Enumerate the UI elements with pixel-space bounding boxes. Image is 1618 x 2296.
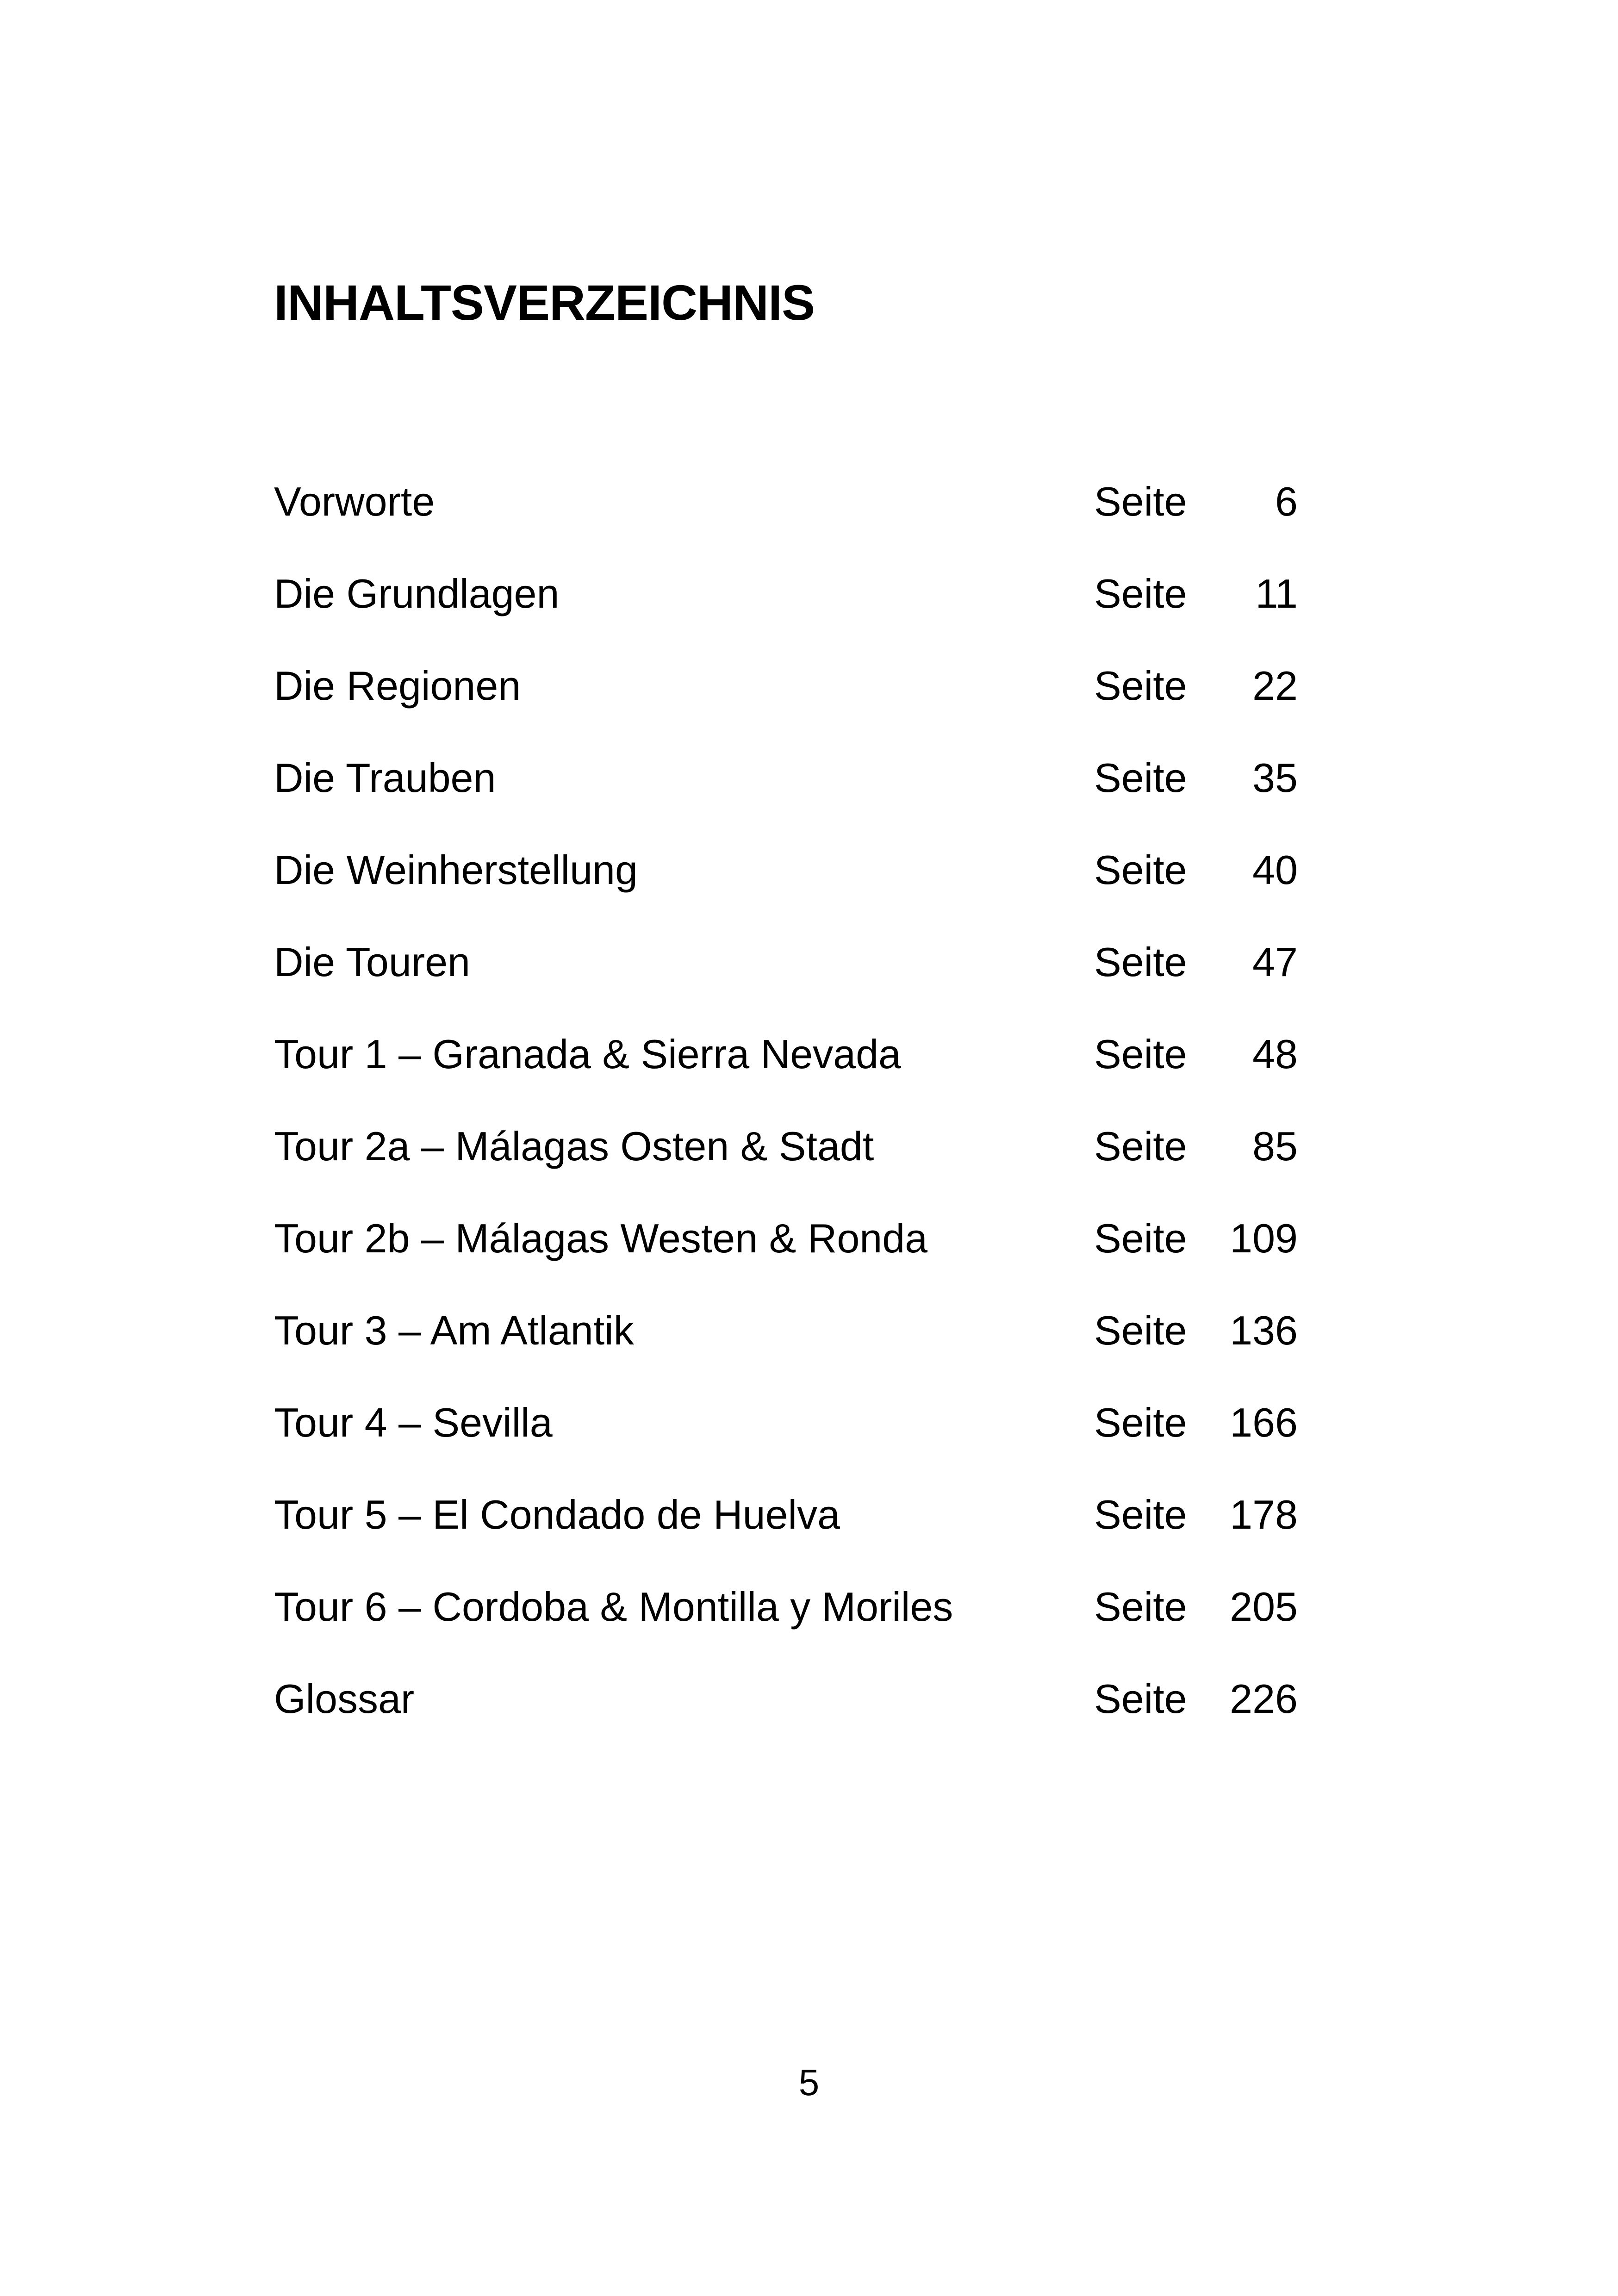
toc-page-number: 22 bbox=[1252, 663, 1298, 709]
toc-page-number: 48 bbox=[1252, 1031, 1298, 1077]
toc-entry bbox=[274, 1676, 1298, 1771]
toc-page-label: Seite bbox=[1094, 939, 1187, 985]
toc-page-number: 166 bbox=[1230, 1400, 1298, 1445]
toc-entry-title: Tour 2b – Málagas Westen & Ronda bbox=[274, 1215, 928, 1261]
toc-page-number: 47 bbox=[1252, 939, 1298, 985]
toc-entry bbox=[274, 1492, 1298, 1587]
toc-entry bbox=[274, 571, 1298, 666]
toc-page-number: 6 bbox=[1275, 479, 1298, 524]
toc-entry-title: Tour 4 – Sevilla bbox=[274, 1400, 553, 1445]
toc-entry-title: Tour 2a – Málagas Osten & Stadt bbox=[274, 1123, 874, 1169]
toc-entry bbox=[274, 1215, 1298, 1310]
toc-page-label: Seite bbox=[1094, 1400, 1187, 1445]
toc-page-label: Seite bbox=[1094, 1492, 1187, 1537]
toc-page-number: 85 bbox=[1252, 1123, 1298, 1169]
toc-entry bbox=[274, 1123, 1298, 1218]
toc-page-label: Seite bbox=[1094, 1307, 1187, 1353]
toc-entry-title: Tour 1 – Granada & Sierra Nevada bbox=[274, 1031, 901, 1077]
toc-entry-title: Die Trauben bbox=[274, 755, 496, 801]
toc-entry-title: Vorworte bbox=[274, 479, 435, 524]
toc-page-label: Seite bbox=[1094, 1215, 1187, 1261]
toc-entry-title: Tour 3 – Am Atlantik bbox=[274, 1307, 634, 1353]
toc-entry bbox=[274, 755, 1298, 850]
toc-page-number: 205 bbox=[1230, 1584, 1298, 1630]
toc-page-number: 178 bbox=[1230, 1492, 1298, 1537]
page-number: 5 bbox=[798, 2062, 820, 2103]
toc-entry bbox=[274, 1307, 1298, 1402]
toc-entry bbox=[274, 1584, 1298, 1679]
toc-page-number: 109 bbox=[1230, 1215, 1298, 1261]
toc-page-label: Seite bbox=[1094, 847, 1187, 893]
toc-page-number: 35 bbox=[1252, 755, 1298, 801]
toc-entry-title: Glossar bbox=[274, 1676, 415, 1722]
toc-page-number: 11 bbox=[1255, 571, 1298, 616]
toc-page-number: 40 bbox=[1252, 847, 1298, 893]
toc-entry-title: Die Weinherstellung bbox=[274, 847, 638, 893]
toc-entry bbox=[274, 847, 1298, 942]
toc-page-label: Seite bbox=[1094, 571, 1187, 616]
toc-page-label: Seite bbox=[1094, 479, 1187, 524]
toc-entry-title: Tour 6 – Cordoba & Montilla y Moriles bbox=[274, 1584, 953, 1630]
toc-page-number: 226 bbox=[1230, 1676, 1298, 1722]
toc-entry bbox=[274, 939, 1298, 1034]
toc-entry-title: Die Touren bbox=[274, 939, 470, 985]
toc-page-label: Seite bbox=[1094, 1031, 1187, 1077]
toc-entry bbox=[274, 663, 1298, 758]
toc-entry-title: Die Grundlagen bbox=[274, 571, 560, 616]
toc-entry bbox=[274, 1031, 1298, 1126]
toc-page-label: Seite bbox=[1094, 1123, 1187, 1169]
toc-heading: INHALTSVERZEICHNIS bbox=[274, 274, 815, 330]
toc-page-label: Seite bbox=[1094, 755, 1187, 801]
toc-list bbox=[274, 479, 1298, 1771]
toc-page-label: Seite bbox=[1094, 1676, 1187, 1722]
toc-entry-title: Die Regionen bbox=[274, 663, 521, 709]
toc-entry bbox=[274, 479, 1298, 573]
toc-page-number: 136 bbox=[1230, 1307, 1298, 1353]
toc-page-label: Seite bbox=[1094, 1584, 1187, 1630]
toc-page-label: Seite bbox=[1094, 663, 1187, 709]
toc-entry-title: Tour 5 – El Condado de Huelva bbox=[274, 1492, 840, 1537]
toc-entry bbox=[274, 1400, 1298, 1494]
